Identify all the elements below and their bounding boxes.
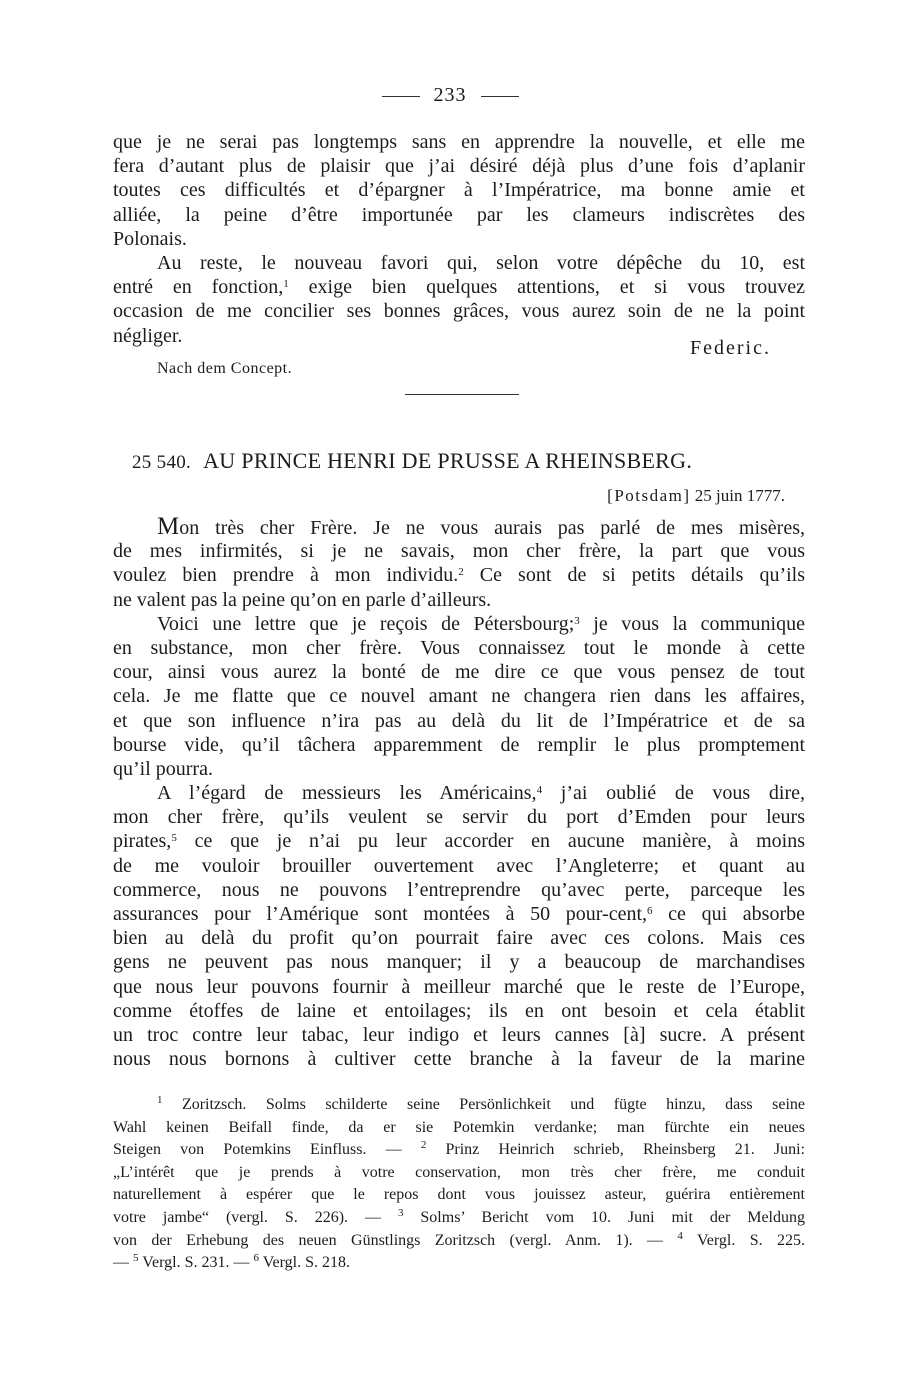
text-line xyxy=(113,275,805,299)
letter-title: AU PRINCE HENRI DE PRUSSE A RHEINSBERG. xyxy=(203,448,693,473)
text-run: Vergl. S. 218. xyxy=(258,1254,350,1272)
footnote-ref: 5 xyxy=(171,832,177,845)
text-run: von der Erhebung des neuen Günstlings Zoritzsch (vergl. Anm. 1). — xyxy=(113,1231,678,1249)
text-run: j’ai oublié de vous dire, xyxy=(542,782,805,805)
text-line: fera d’autant plus de plaisir que j’ai désiré déjà plus d’une fois d’aplanir xyxy=(113,155,805,178)
letter-heading xyxy=(132,448,692,474)
footnote-mark: 1 xyxy=(157,1094,163,1106)
text-run: Ce sont de si petits détails qu’ils xyxy=(463,564,805,587)
footnote-line xyxy=(113,1230,805,1253)
source-note: Nach dem Concept. xyxy=(157,360,293,377)
text-run: ce qui absorbe xyxy=(652,903,805,925)
text-line: gens ne peuvent pas nous manquer; il y a beaucoup de marchandises xyxy=(113,951,805,974)
text-line xyxy=(113,781,805,805)
text-run: entré en fonction, xyxy=(113,276,284,299)
text-line: négliger. xyxy=(113,324,183,347)
section-divider xyxy=(405,394,519,395)
footnote-line xyxy=(113,1252,805,1275)
text-run: votre jambe“ (vergl. S. 226). — xyxy=(113,1208,398,1226)
text-line: Polonais. xyxy=(113,227,187,250)
footnote-mark: 3 xyxy=(397,1206,404,1219)
footnote-ref: 2 xyxy=(458,566,464,579)
footnote-line xyxy=(113,1207,805,1230)
text-line: bien au delà du profit qu’on pourrait faire avec ces colons. Mais ces xyxy=(113,927,805,950)
text-run: exige bien quelques attentions, et si vous trouvez xyxy=(288,276,805,299)
footnote-mark: 5 xyxy=(133,1252,139,1265)
footnote-mark: 2 xyxy=(420,1139,427,1152)
footnote-ref: 4 xyxy=(536,784,543,797)
footnote-line: „L’intérêt que je prends à votre conservation, mon très cher frère, me conduit xyxy=(113,1163,805,1181)
text-run: — xyxy=(113,1254,133,1272)
text-line: que nous leur pouvons fournir à meilleur marché que le reste de l’Europe, xyxy=(113,975,805,998)
text-run: assurances pour l’Amérique sont montées à 50 pour-cent, xyxy=(113,903,648,925)
letter-body xyxy=(113,515,805,1071)
text-run: ce que je n’ai pu leur accorder en aucune manière, à moins xyxy=(176,830,805,853)
footnote-ref: 1 xyxy=(283,278,289,291)
text-line: alliée, la peine d’être importunée par les clameurs indiscrètes des xyxy=(113,203,805,226)
text-run: Vergl. S. 231. — xyxy=(138,1254,254,1272)
text-line: mon cher frère, qu’ils veulent se servir du port d’Emden pour leurs xyxy=(113,806,805,829)
initial-letter: M xyxy=(157,513,180,540)
page-header xyxy=(0,84,900,107)
footnote-ref: 3 xyxy=(574,614,580,627)
text-run: on très cher Frère. Je ne vous aurais pas parlé de mes misères, xyxy=(179,517,805,539)
text-line xyxy=(113,515,805,539)
text-line: occasion de me concilier ses bonnes grâces, vous aurez soin de ne la point xyxy=(113,300,805,323)
footnote-mark: 4 xyxy=(677,1229,683,1242)
letter-date: 25 juin 1777. xyxy=(694,486,785,505)
text-line: que je ne serai pas longtemps sans en apprendre la nouvelle, et elle me xyxy=(113,131,805,153)
header-dash-left xyxy=(382,96,420,97)
text-run: Zoritzsch. Solms schilderte seine Persönlichkeit und fügte hinzu, dass seine xyxy=(162,1096,805,1113)
text-line: de me vouloir brouiller ouvertement avec l’Angleterre; et quant au xyxy=(113,854,805,877)
footnote-mark: 6 xyxy=(253,1252,259,1265)
signature: Federic. xyxy=(690,337,771,359)
text-line: ne valent pas la peine qu’on en parle d’ailleurs. xyxy=(113,588,492,611)
text-line xyxy=(113,829,805,853)
text-run: Prinz Heinrich schrieb, Rheinsberg 21. Juni: xyxy=(426,1141,806,1159)
text-run: voulez bien prendre à mon individu. xyxy=(113,564,459,587)
text-run: Steigen von Potemkins Einfluss. — xyxy=(113,1141,421,1159)
footnote-ref: 6 xyxy=(647,905,653,917)
text-line: cour, ainsi vous aurez la bonté de me dire ce que vous pensez de tout xyxy=(113,661,805,684)
text-run: pirates, xyxy=(113,830,172,853)
text-run: A l’égard de messieurs les Américains, xyxy=(157,782,537,805)
text-line xyxy=(113,612,805,636)
text-line xyxy=(113,902,805,926)
text-line: commerce, nous ne pouvons l’entreprendre qu’avec perte, parceque les xyxy=(113,878,805,901)
text-line: cela. Je me flatte que ce nouvel amant ne changera rien dans les affaires, xyxy=(113,685,805,708)
footnote-line xyxy=(113,1094,805,1117)
header-dash-right xyxy=(481,96,519,97)
text-line: et que son influence n’ira pas au delà du lit de l’Impératrice et de sa xyxy=(113,709,805,732)
text-line: bourse vide, qu’il tâchera apparemment de remplir le plus promptement xyxy=(113,733,805,756)
text-run: Solms’ Bericht vom 10. Juni mit der Meldung xyxy=(403,1208,806,1226)
footnote-line: Wahl keinen Beifall finde, da er sie Potemkin verdanke; man fürchte ein neues xyxy=(113,1118,805,1136)
text-line: un troc contre leur tabac, leur indigo et leurs cannes [à] sucre. A présent xyxy=(113,1023,805,1046)
previous-letter-text xyxy=(113,130,805,348)
text-line: qu’il pourra. xyxy=(113,757,213,780)
footnotes xyxy=(113,1094,805,1275)
text-line: comme étoffes de laine et entoilages; ils en ont besoin et cela établit xyxy=(113,999,805,1022)
text-run: Vergl. S. 225. xyxy=(682,1231,805,1249)
text-line: de mes infirmités, si je ne savais, mon cher frère, la part que vous xyxy=(113,540,805,563)
letter-number: 25 540. xyxy=(132,452,192,473)
text-line: toutes ces difficultés et d’épargner à l’Impératrice, ma bonne amie et xyxy=(113,179,805,202)
text-run: Voici une lettre que je reçois de Pétersbourg; xyxy=(157,612,575,635)
text-line: Au reste, le nouveau favori qui, selon votre dépêche du 10, est xyxy=(157,251,805,274)
text-run: je vous la communique xyxy=(579,612,805,635)
footnote-line xyxy=(113,1139,805,1162)
text-line: nous nous bornons à cultiver cette branche à la faveur de la marine xyxy=(113,1048,805,1071)
text-line xyxy=(113,563,805,587)
text-line: en substance, mon cher frère. Vous connaissez tout le monde à cette xyxy=(113,636,805,659)
page-number: 233 xyxy=(433,84,467,106)
letter-dateline xyxy=(607,486,785,506)
letter-place: [Potsdam] xyxy=(607,486,691,505)
footnote-line: naturellement à espérer que le repos dont vous jouissez asteur, guérira entièrement xyxy=(113,1186,805,1204)
